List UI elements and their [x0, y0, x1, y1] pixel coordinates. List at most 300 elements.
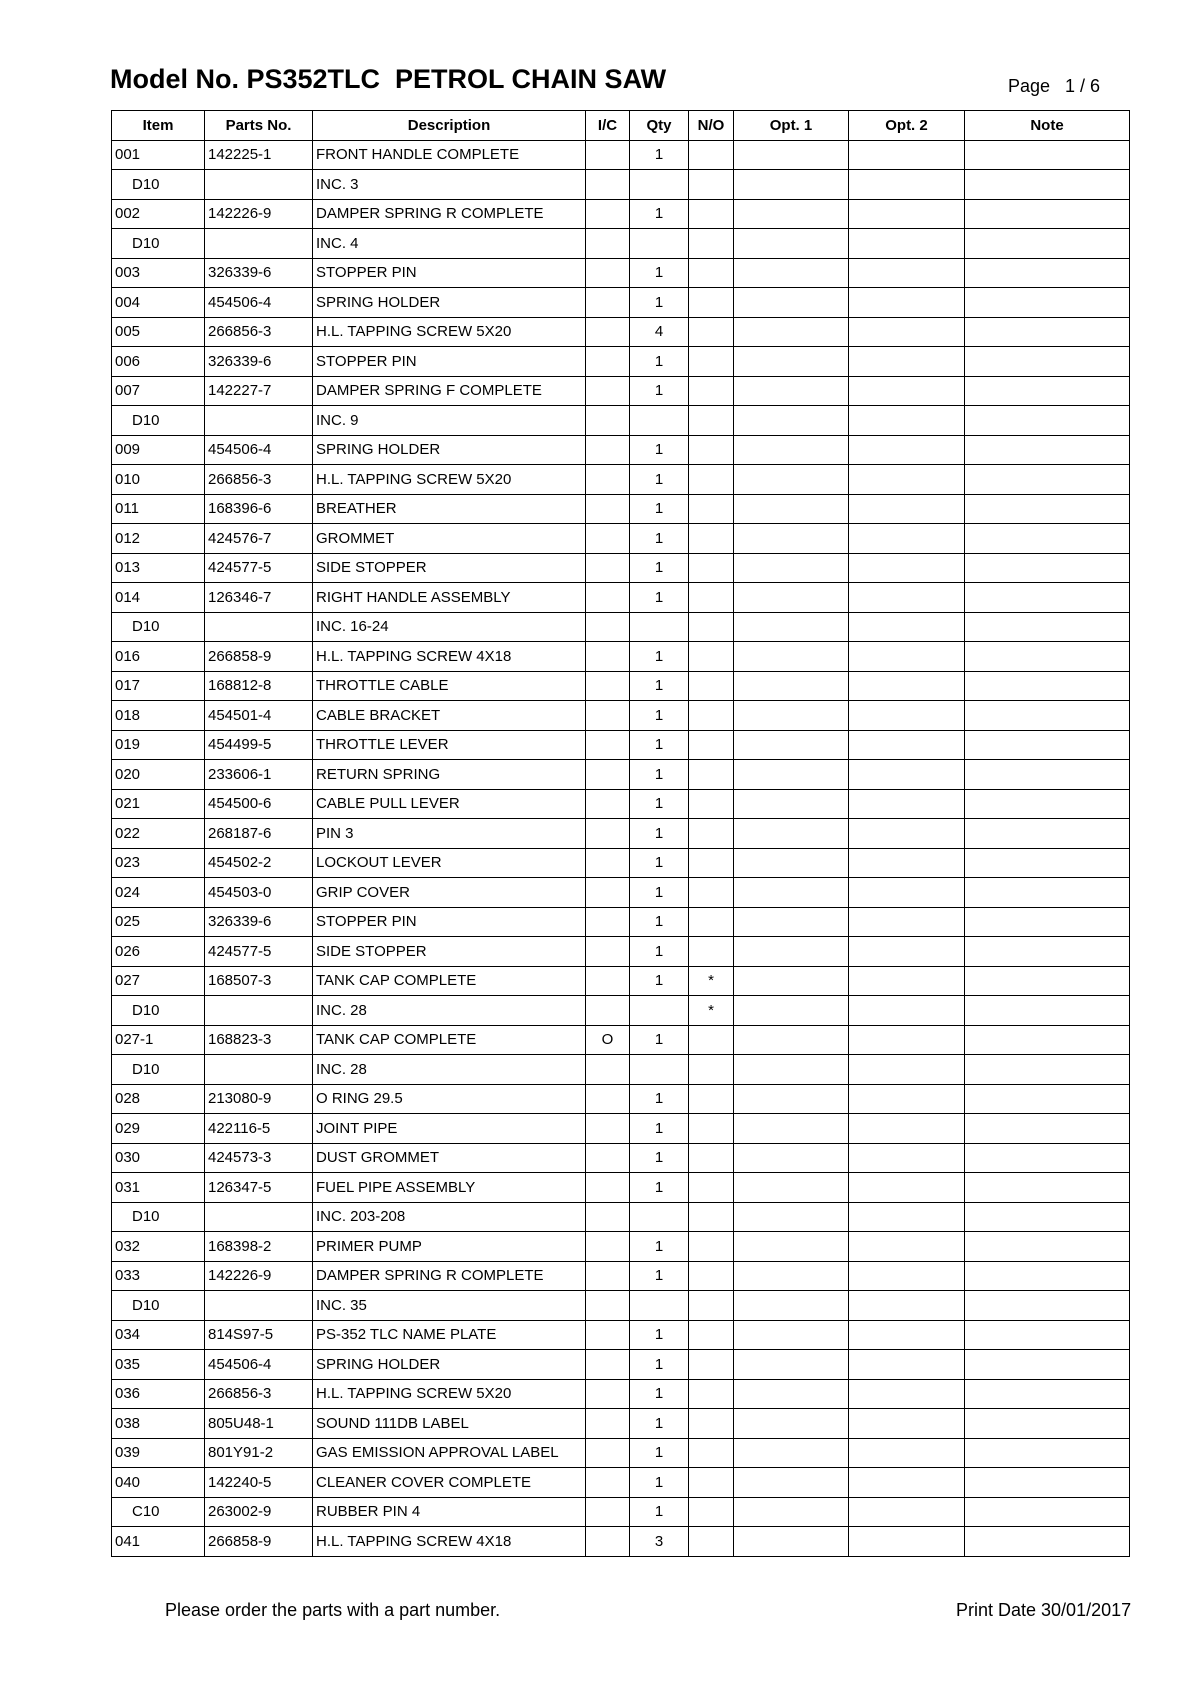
cell-ic	[586, 524, 630, 554]
cell-opt2	[849, 1261, 965, 1291]
cell-parts-no: 422116-5	[205, 1114, 313, 1144]
cell-opt2	[849, 819, 965, 849]
cell-opt1	[734, 1350, 849, 1380]
cell-note	[965, 789, 1130, 819]
cell-description: RETURN SPRING	[313, 760, 586, 790]
cell-description: PRIMER PUMP	[313, 1232, 586, 1262]
cell-description: SIDE STOPPER	[313, 553, 586, 583]
cell-note	[965, 288, 1130, 318]
cell-ic	[586, 1232, 630, 1262]
cell-qty: 1	[630, 553, 689, 583]
cell-ic	[586, 140, 630, 170]
cell-note	[965, 1320, 1130, 1350]
page-title: Model No. PS352TLC PETROL CHAIN SAW	[110, 64, 667, 94]
cell-opt1	[734, 376, 849, 406]
cell-opt2	[849, 553, 965, 583]
cell-description: RIGHT HANDLE ASSEMBLY	[313, 583, 586, 613]
cell-qty	[630, 1291, 689, 1321]
cell-opt1	[734, 494, 849, 524]
cell-description: RUBBER PIN 4	[313, 1497, 586, 1527]
cell-opt2	[849, 1409, 965, 1439]
cell-ic	[586, 435, 630, 465]
cell-opt1	[734, 966, 849, 996]
cell-note	[965, 170, 1130, 200]
cell-ic	[586, 1114, 630, 1144]
cell-description: CLEANER COVER COMPLETE	[313, 1468, 586, 1498]
cell-item: 010	[112, 465, 205, 495]
cell-no	[689, 1261, 734, 1291]
cell-opt1	[734, 907, 849, 937]
cell-opt2	[849, 730, 965, 760]
cell-ic	[586, 730, 630, 760]
cell-ic	[586, 199, 630, 229]
cell-note	[965, 199, 1130, 229]
cell-opt1	[734, 878, 849, 908]
cell-qty: 1	[630, 140, 689, 170]
cell-note	[965, 583, 1130, 613]
cell-no	[689, 642, 734, 672]
cell-opt2	[849, 406, 965, 436]
cell-item: 004	[112, 288, 205, 318]
cell-parts-no: 424577-5	[205, 937, 313, 967]
page-indicator: Page 1 / 6	[1008, 76, 1101, 96]
cell-description: GAS EMISSION APPROVAL LABEL	[313, 1438, 586, 1468]
cell-opt1	[734, 583, 849, 613]
cell-opt1	[734, 1409, 849, 1439]
cell-parts-no: 326339-6	[205, 907, 313, 937]
cell-qty: 1	[630, 376, 689, 406]
cell-no	[689, 1291, 734, 1321]
table-row	[112, 435, 1130, 465]
cell-parts-no: 454506-4	[205, 435, 313, 465]
cell-note	[965, 435, 1130, 465]
cell-opt1	[734, 996, 849, 1026]
cell-qty: 1	[630, 1438, 689, 1468]
cell-description: PS-352 TLC NAME PLATE	[313, 1320, 586, 1350]
cell-item: 018	[112, 701, 205, 731]
cell-item: 014	[112, 583, 205, 613]
cell-item: D10	[112, 1291, 205, 1321]
cell-qty: 1	[630, 848, 689, 878]
cell-item: 033	[112, 1261, 205, 1291]
cell-note	[965, 465, 1130, 495]
cell-note	[965, 730, 1130, 760]
cell-description: DUST GROMMET	[313, 1143, 586, 1173]
cell-no	[689, 347, 734, 377]
table-row	[112, 465, 1130, 495]
cell-no	[689, 553, 734, 583]
cell-no	[689, 494, 734, 524]
cell-ic	[586, 1438, 630, 1468]
cell-parts-no: 801Y91-2	[205, 1438, 313, 1468]
cell-item: 017	[112, 671, 205, 701]
cell-opt2	[849, 760, 965, 790]
cell-item: 009	[112, 435, 205, 465]
cell-description: SPRING HOLDER	[313, 1350, 586, 1380]
cell-parts-no: 424576-7	[205, 524, 313, 554]
cell-parts-no	[205, 1291, 313, 1321]
cell-no	[689, 1497, 734, 1527]
cell-description: JOINT PIPE	[313, 1114, 586, 1144]
cell-opt1	[734, 642, 849, 672]
cell-description: SIDE STOPPER	[313, 937, 586, 967]
cell-opt2	[849, 1438, 965, 1468]
cell-opt2	[849, 258, 965, 288]
table-row	[112, 170, 1130, 200]
cell-description: INC. 9	[313, 406, 586, 436]
cell-description: FUEL PIPE ASSEMBLY	[313, 1173, 586, 1203]
table-row	[112, 789, 1130, 819]
cell-opt2	[849, 347, 965, 377]
cell-no	[689, 435, 734, 465]
cell-parts-no: 424573-3	[205, 1143, 313, 1173]
cell-description: BREATHER	[313, 494, 586, 524]
cell-opt1	[734, 1055, 849, 1085]
cell-opt2	[849, 494, 965, 524]
cell-note	[965, 317, 1130, 347]
cell-ic	[586, 317, 630, 347]
cell-ic	[586, 406, 630, 436]
cell-no	[689, 1114, 734, 1144]
cell-note	[965, 1497, 1130, 1527]
cell-item: D10	[112, 612, 205, 642]
cell-description: DAMPER SPRING R COMPLETE	[313, 1261, 586, 1291]
cell-opt2	[849, 966, 965, 996]
cell-opt2	[849, 524, 965, 554]
cell-description: GRIP COVER	[313, 878, 586, 908]
table-row	[112, 760, 1130, 790]
cell-description: H.L. TAPPING SCREW 4X18	[313, 1527, 586, 1557]
cell-opt2	[849, 1143, 965, 1173]
cell-item: 016	[112, 642, 205, 672]
cell-item: 039	[112, 1438, 205, 1468]
cell-qty: 1	[630, 1497, 689, 1527]
cell-ic	[586, 760, 630, 790]
cell-opt1	[734, 199, 849, 229]
cell-item: 003	[112, 258, 205, 288]
cell-parts-no: 266856-3	[205, 1379, 313, 1409]
cell-parts-no: 454501-4	[205, 701, 313, 731]
cell-item: 031	[112, 1173, 205, 1203]
cell-note	[965, 642, 1130, 672]
table-row	[112, 1202, 1130, 1232]
column-header-no: N/O	[689, 111, 734, 141]
table-row	[112, 1025, 1130, 1055]
table-row	[112, 1114, 1130, 1144]
cell-note	[965, 229, 1130, 259]
cell-description: INC. 203-208	[313, 1202, 586, 1232]
cell-parts-no: 424577-5	[205, 553, 313, 583]
cell-description: CABLE PULL LEVER	[313, 789, 586, 819]
cell-opt2	[849, 701, 965, 731]
cell-qty: 1	[630, 789, 689, 819]
cell-item: 007	[112, 376, 205, 406]
parts-table	[111, 110, 1130, 1557]
table-row	[112, 996, 1130, 1026]
table-row	[112, 140, 1130, 170]
cell-ic	[586, 1497, 630, 1527]
cell-note	[965, 1084, 1130, 1114]
cell-ic	[586, 1143, 630, 1173]
cell-note	[965, 819, 1130, 849]
cell-parts-no	[205, 406, 313, 436]
cell-qty: 1	[630, 465, 689, 495]
table-row	[112, 671, 1130, 701]
table-row	[112, 848, 1130, 878]
cell-parts-no: 266858-9	[205, 1527, 313, 1557]
cell-ic	[586, 907, 630, 937]
cell-ic	[586, 1409, 630, 1439]
cell-item: 020	[112, 760, 205, 790]
table-row	[112, 819, 1130, 849]
cell-item: 029	[112, 1114, 205, 1144]
cell-item: 022	[112, 819, 205, 849]
column-header-qty: Qty	[630, 111, 689, 141]
cell-opt1	[734, 1173, 849, 1203]
cell-qty: 1	[630, 258, 689, 288]
cell-parts-no: 454502-2	[205, 848, 313, 878]
cell-opt1	[734, 1438, 849, 1468]
table-row	[112, 376, 1130, 406]
cell-ic	[586, 701, 630, 731]
cell-item: 006	[112, 347, 205, 377]
cell-item: 030	[112, 1143, 205, 1173]
cell-ic	[586, 789, 630, 819]
cell-qty: 1	[630, 878, 689, 908]
cell-item: 019	[112, 730, 205, 760]
cell-qty: 1	[630, 1350, 689, 1380]
cell-opt1	[734, 1379, 849, 1409]
cell-qty: 1	[630, 730, 689, 760]
cell-qty: 1	[630, 288, 689, 318]
cell-no	[689, 789, 734, 819]
cell-qty	[630, 1202, 689, 1232]
table-row	[112, 1173, 1130, 1203]
cell-ic	[586, 848, 630, 878]
cell-description: INC. 28	[313, 1055, 586, 1085]
cell-item: 012	[112, 524, 205, 554]
cell-qty: 4	[630, 317, 689, 347]
cell-note	[965, 1527, 1130, 1557]
cell-item: 034	[112, 1320, 205, 1350]
cell-item: 040	[112, 1468, 205, 1498]
table-row	[112, 1409, 1130, 1439]
cell-qty: 1	[630, 435, 689, 465]
cell-note	[965, 1202, 1130, 1232]
cell-qty: 1	[630, 1025, 689, 1055]
cell-description: TANK CAP COMPLETE	[313, 1025, 586, 1055]
cell-opt1	[734, 1202, 849, 1232]
cell-no	[689, 376, 734, 406]
cell-opt2	[849, 1025, 965, 1055]
cell-description: SPRING HOLDER	[313, 288, 586, 318]
cell-description: PIN 3	[313, 819, 586, 849]
cell-opt2	[849, 937, 965, 967]
cell-opt2	[849, 789, 965, 819]
cell-ic	[586, 1350, 630, 1380]
cell-opt1	[734, 435, 849, 465]
cell-qty: 1	[630, 347, 689, 377]
cell-parts-no: 454500-6	[205, 789, 313, 819]
table-row	[112, 494, 1130, 524]
cell-no: *	[689, 966, 734, 996]
cell-item: 041	[112, 1527, 205, 1557]
cell-opt1	[734, 1291, 849, 1321]
table-row	[112, 878, 1130, 908]
cell-opt1	[734, 524, 849, 554]
table-row	[112, 347, 1130, 377]
cell-opt2	[849, 612, 965, 642]
cell-no	[689, 1438, 734, 1468]
column-header-opt2: Opt. 2	[849, 111, 965, 141]
cell-parts-no: 326339-6	[205, 347, 313, 377]
cell-no	[689, 465, 734, 495]
cell-item: 038	[112, 1409, 205, 1439]
cell-opt2	[849, 1232, 965, 1262]
cell-note	[965, 1261, 1130, 1291]
cell-ic	[586, 170, 630, 200]
cell-opt1	[734, 406, 849, 436]
cell-qty: 1	[630, 1114, 689, 1144]
cell-note	[965, 907, 1130, 937]
cell-qty: 1	[630, 760, 689, 790]
cell-description: H.L. TAPPING SCREW 5X20	[313, 465, 586, 495]
cell-no	[689, 229, 734, 259]
cell-ic	[586, 996, 630, 1026]
cell-note	[965, 553, 1130, 583]
cell-no	[689, 317, 734, 347]
cell-parts-no: 213080-9	[205, 1084, 313, 1114]
cell-opt2	[849, 1527, 965, 1557]
cell-item: 027	[112, 966, 205, 996]
cell-item: C10	[112, 1497, 205, 1527]
cell-opt1	[734, 789, 849, 819]
cell-no	[689, 170, 734, 200]
cell-ic	[586, 465, 630, 495]
cell-opt1	[734, 671, 849, 701]
cell-item: D10	[112, 170, 205, 200]
cell-parts-no: 268187-6	[205, 819, 313, 849]
cell-ic	[586, 583, 630, 613]
cell-parts-no: 805U48-1	[205, 1409, 313, 1439]
cell-no	[689, 583, 734, 613]
cell-note	[965, 1291, 1130, 1321]
cell-qty: 1	[630, 1173, 689, 1203]
table-row	[112, 1055, 1130, 1085]
cell-no	[689, 1202, 734, 1232]
cell-note	[965, 1232, 1130, 1262]
print-date: Print Date 30/01/2017	[956, 1600, 1132, 1620]
cell-item: 013	[112, 553, 205, 583]
cell-opt1	[734, 1527, 849, 1557]
cell-no	[689, 671, 734, 701]
cell-opt2	[849, 1114, 965, 1144]
cell-note	[965, 701, 1130, 731]
cell-qty	[630, 170, 689, 200]
cell-qty: 1	[630, 199, 689, 229]
cell-opt2	[849, 1497, 965, 1527]
cell-parts-no: 142240-5	[205, 1468, 313, 1498]
cell-note	[965, 1409, 1130, 1439]
cell-ic	[586, 494, 630, 524]
cell-opt2	[849, 878, 965, 908]
cell-parts-no: 266856-3	[205, 465, 313, 495]
cell-opt1	[734, 701, 849, 731]
table-row	[112, 258, 1130, 288]
cell-qty: 1	[630, 1261, 689, 1291]
cell-item: D10	[112, 1202, 205, 1232]
cell-parts-no	[205, 1202, 313, 1232]
cell-description: THROTTLE LEVER	[313, 730, 586, 760]
cell-parts-no: 454503-0	[205, 878, 313, 908]
cell-note	[965, 494, 1130, 524]
cell-no	[689, 1527, 734, 1557]
cell-ic	[586, 553, 630, 583]
cell-description: TANK CAP COMPLETE	[313, 966, 586, 996]
cell-parts-no: 454499-5	[205, 730, 313, 760]
cell-opt2	[849, 996, 965, 1026]
cell-opt2	[849, 1379, 965, 1409]
cell-parts-no: 168812-8	[205, 671, 313, 701]
cell-ic	[586, 347, 630, 377]
cell-opt2	[849, 1202, 965, 1232]
cell-note	[965, 937, 1130, 967]
cell-item: 027-1	[112, 1025, 205, 1055]
cell-no	[689, 1320, 734, 1350]
table-row	[112, 1084, 1130, 1114]
cell-note	[965, 1143, 1130, 1173]
cell-opt1	[734, 1320, 849, 1350]
cell-qty	[630, 1055, 689, 1085]
cell-no	[689, 406, 734, 436]
cell-qty: 1	[630, 966, 689, 996]
table-row	[112, 583, 1130, 613]
cell-opt2	[849, 376, 965, 406]
cell-note	[965, 671, 1130, 701]
cell-no	[689, 524, 734, 554]
cell-opt1	[734, 1025, 849, 1055]
cell-item: D10	[112, 406, 205, 436]
cell-opt2	[849, 170, 965, 200]
cell-no	[689, 1025, 734, 1055]
cell-item: 026	[112, 937, 205, 967]
cell-item: D10	[112, 1055, 205, 1085]
cell-ic	[586, 878, 630, 908]
cell-opt2	[849, 1320, 965, 1350]
cell-no	[689, 258, 734, 288]
table-row	[112, 966, 1130, 996]
cell-no	[689, 819, 734, 849]
cell-parts-no	[205, 170, 313, 200]
cell-opt2	[849, 317, 965, 347]
cell-description: GROMMET	[313, 524, 586, 554]
cell-no	[689, 1350, 734, 1380]
cell-ic	[586, 937, 630, 967]
cell-opt2	[849, 465, 965, 495]
cell-qty: 1	[630, 819, 689, 849]
cell-opt2	[849, 1468, 965, 1498]
cell-item: 021	[112, 789, 205, 819]
cell-no	[689, 730, 734, 760]
cell-parts-no: 142225-1	[205, 140, 313, 170]
column-header-ic: I/C	[586, 111, 630, 141]
cell-qty: 1	[630, 1409, 689, 1439]
cell-note	[965, 760, 1130, 790]
cell-opt1	[734, 730, 849, 760]
cell-opt2	[849, 1173, 965, 1203]
cell-qty	[630, 406, 689, 436]
cell-parts-no	[205, 612, 313, 642]
